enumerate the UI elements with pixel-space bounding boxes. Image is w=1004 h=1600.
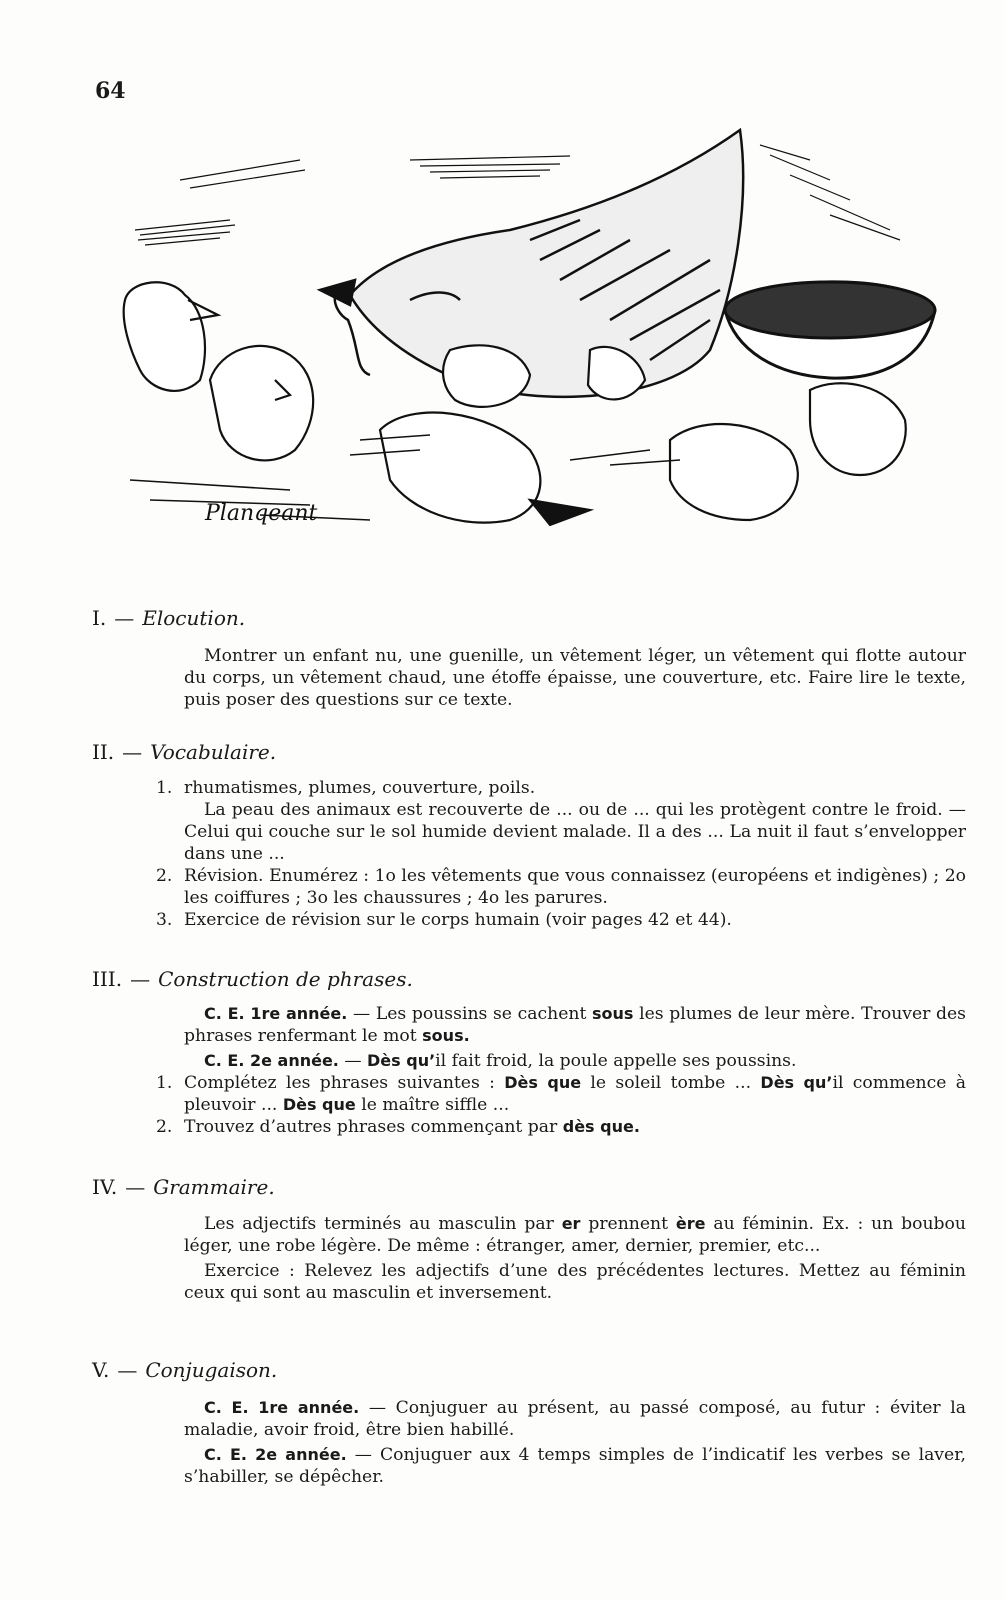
list-item: 2. Révision. Enumérez : 1o les vêtements que vous connaissez (européens et indigènes) ; 2o les coiffures ; 3o les chaussures ; 4o les parures.	[156, 866, 966, 908]
section-numeral: II.	[92, 740, 115, 764]
list-item: 1. rhumatismes, plumes, couverture, poils. La peau des animaux est recouverte de ... ou de ... qui les protègent contre le froid. — Celui qui couche sur le sol humide devient malade. Il a des ... La nuit il faut s’envelopper dans une ...	[156, 778, 966, 864]
construction-text: C. E. 1re année. — Les poussins se cachent sous les plumes de leur mère. Trouver des phrases renfermant le mot sous. C. E. 2e année. — Dès qu’il fait froid, la poule appelle ses poussins. 1. Complétez les phrases suivantes : Dès que le soleil tombe ... Dès qu’il commence à pleuvoir ... Dès que le maître siffle ... 2. Trouvez d’autres phrases commençant par dès que.	[156, 1004, 967, 1137]
section-title: Construction de phrases.	[158, 967, 413, 991]
section-numeral: I.	[92, 606, 107, 630]
heading-vocabulaire: II. — Vocabulaire.	[92, 740, 277, 764]
grammaire-text: Les adjectifs terminés au masculin par er prennent ère au féminin. Ex. : un boubou léger, une robe légère. De même : étranger, amer, dernier, premier, etc... Exercice : Relevez les adjectifs d’une des précédentes lectures. Mettez au féminin ceux qui sont au masculin et inversement.	[184, 1214, 966, 1303]
illustration-signature: Planqeant	[205, 501, 318, 526]
heading-grammaire: IV. — Grammaire.	[92, 1175, 275, 1199]
section-title: Vocabulaire.	[150, 740, 277, 764]
section-numeral: V.	[92, 1358, 110, 1382]
heading-construction: III. — Construction de phrases.	[92, 967, 413, 991]
section-title: Elocution.	[142, 606, 246, 630]
conjugaison-text: C. E. 1re année. — Conjuguer au présent, au passé composé, au futur : éviter la maladie, avoir froid, être bien habillé. C. E. 2e année. — Conjuguer aux 4 temps simples de l’indicatif les verbes se laver, s’habiller, se dépêcher.	[184, 1398, 966, 1487]
bowl-drawing	[725, 282, 935, 378]
section-numeral: IV.	[92, 1175, 118, 1199]
elocution-text: Montrer un enfant nu, une guenille, un vêtement léger, un vêtement qui flotte autour du corps, un vêtement chaud, une étoffe épaisse, une couverture, etc. Faire lire le texte, puis poser des questions sur ce texte.	[184, 646, 966, 710]
vocabulaire-list	[156, 777, 966, 931]
section-title: Conjugaison.	[145, 1358, 278, 1382]
hen-chicks-illustration	[110, 120, 940, 560]
page-number: 64	[95, 78, 126, 104]
heading-conjugaison: V. — Conjugaison.	[92, 1358, 278, 1382]
list-item: 1. Complétez les phrases suivantes : Dès que le soleil tombe ... Dès qu’il commence à pleuvoir ... Dès que le maître siffle ...	[156, 1073, 966, 1115]
section-numeral: III.	[92, 967, 123, 991]
list-item: 3. Exercice de révision sur le corps humain (voir pages 42 et 44).	[156, 910, 732, 930]
list-item: 2. Trouvez d’autres phrases commençant par dès que.	[156, 1117, 640, 1137]
heading-elocution: I. — Elocution.	[92, 606, 246, 630]
section-title: Grammaire.	[153, 1175, 275, 1199]
